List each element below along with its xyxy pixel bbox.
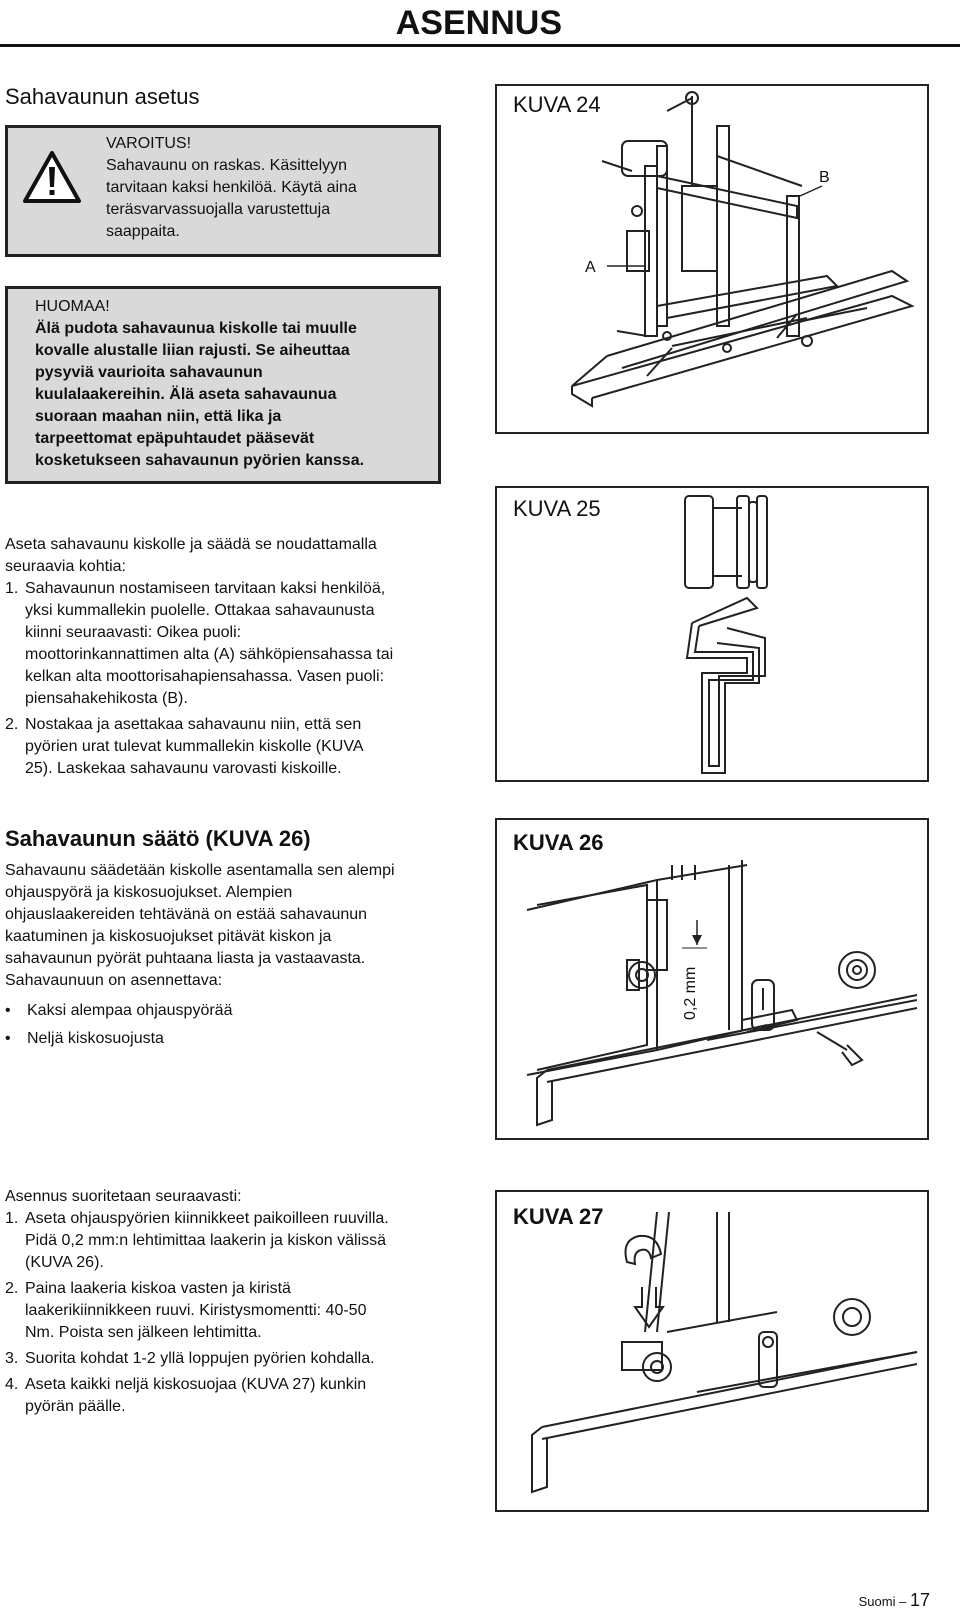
step-line: kelkan alta moottorisahapiensahassa. Vasen puoli: [25, 668, 385, 685]
page-header-title: ASENNUS [395, 4, 562, 42]
warning-line: VAROITUS! [106, 135, 192, 152]
paragraph-line: Sahavaunu säädetään kiskolle asentamalla sen alempi [5, 862, 395, 879]
step-number: 2. [5, 716, 19, 733]
note-line: suoraan maahan niin, että lika ja [35, 408, 282, 425]
note-line: pysyviä vaurioita sahavaunun [35, 364, 263, 381]
note-line: Älä pudota sahavaunua kiskolle tai muulle [35, 320, 357, 337]
warning-triangle-icon [22, 150, 82, 204]
section3-body [5, 1186, 445, 1418]
step-line: 25). Laskekaa sahavaunu varovasti kiskoille. [25, 760, 342, 777]
bullet-item: • Kaksi alempaa ohjauspyörää [5, 1002, 233, 1019]
sawmill-carriage-illustration [497, 86, 927, 432]
callout-b: B [819, 169, 830, 186]
warning-line: tarvitaan kaksi henkilöä. Käytä aina [106, 179, 357, 196]
paragraph-line: sahavaunun pyörät puhtaana liasta ja vastaavasta. [5, 950, 366, 967]
warning-line: saappaita. [106, 223, 180, 240]
step-item: 3. Suorita kohdat 1-2 yllä loppujen pyörien kohdalla. [5, 1350, 375, 1367]
dimension-label: 0,2 mm [682, 966, 699, 1020]
warning-line: teräsvarvassuojalla varustettuja [106, 201, 331, 218]
paragraph-line: kaatuminen ja kiskosuojukset pitävät kiskon ja [5, 928, 332, 945]
paragraph-line: ohjauspyörä ja kiskosuojukset. Alempien [5, 884, 293, 901]
step-item: 2. Paina laakeria kiskoa vasten ja kiristä laakerikiinnikkeen ruuvi. Kiristysmomentti: 40-50 Nm. Poista sen jälkeen lehtimitta. [5, 1280, 367, 1341]
intro-line: Aseta sahavaunu kiskolle ja säädä se noudattamalla [5, 536, 377, 553]
step-item [5, 714, 445, 780]
note-line: kovalle alustalle liian rajusti. Se aiheuttaa [35, 342, 350, 359]
note-text [35, 296, 435, 472]
footer-language: Suomi [858, 1594, 896, 1609]
step-line: yksi kummallekin puolelle. Ottakaa sahavaunusta [25, 602, 375, 619]
section3-intro: Asennus suoritetaan seuraavasti: [5, 1188, 242, 1205]
page-footer [859, 1590, 930, 1611]
note-box [5, 286, 441, 484]
warning-text [106, 133, 436, 243]
warning-box [5, 125, 441, 257]
figure-24 [495, 84, 929, 434]
figure-label: KUVA 26 [513, 830, 604, 855]
footer-dash: – [899, 1594, 907, 1609]
callout-a: A [585, 259, 596, 276]
step-line: kiinni seuraavasti: Oikea puoli: [25, 624, 242, 641]
note-line: tarpeettomat epäpuhtaudet pääsevät [35, 430, 315, 447]
figure-25 [495, 486, 929, 782]
guide-wheel-adjustment-illustration [497, 820, 927, 1138]
intro-line: seuraavia kohtia: [5, 558, 126, 575]
note-line: kuulalaakereihin. Älä aseta sahavaunua [35, 386, 337, 403]
step-item: 4. Aseta kaikki neljä kiskosuojaa (KUVA 27) kunkin pyörän päälle. [5, 1376, 367, 1415]
wheel-on-rail-illustration [497, 488, 927, 780]
figure-26 [495, 818, 929, 1140]
step-line: moottorinkannattimen alta (A) sähköpiensahassa tai [25, 646, 394, 663]
step-line: Nostakaa ja asettakaa sahavaunu niin, että sen [25, 716, 362, 733]
paragraph-line: ohjauslaakereiden tehtävänä on estää sahavaunun [5, 906, 368, 923]
step-line: Sahavaunun nostamiseen tarvitaan kaksi henkilöä, [25, 580, 386, 597]
section2-body [5, 860, 445, 1056]
header-rule [0, 44, 960, 47]
figure-label: KUVA 25 [513, 496, 601, 521]
step-line: pyörien urat tulevat kummallekin kiskolle (KUVA [25, 738, 364, 755]
note-line: HUOMAA! [35, 298, 110, 315]
figure-label: KUVA 24 [513, 92, 601, 117]
warning-line: Sahavaunu on raskas. Käsittelyyn [106, 157, 348, 174]
section-title-asetus: Sahavaunun asetus [5, 84, 200, 109]
step-number: 1. [5, 580, 19, 597]
step-line: piensahakehikosta (B). [25, 690, 188, 707]
step-item [5, 578, 445, 710]
step-item: 1. Aseta ohjauspyörien kiinnikkeet paikoilleen ruuvilla. Pidä 0,2 mm:n lehtimittaa laakerin ja kiskon välissä (KUVA 26). [5, 1210, 389, 1271]
bullet-item: • Neljä kiskosuojusta [5, 1030, 164, 1047]
note-line: kosketukseen sahavaunun pyörien kanssa. [35, 452, 365, 469]
rail-guard-install-illustration [497, 1192, 927, 1510]
section1-body [5, 534, 445, 780]
page-number: 17 [909, 1590, 930, 1610]
paragraph-line: Sahavaunuun on asennettava: [5, 972, 223, 989]
figure-label: KUVA 27 [513, 1204, 604, 1229]
figure-27 [495, 1190, 929, 1512]
section-title-saato: Sahavaunun säätö (KUVA 26) [5, 826, 311, 851]
